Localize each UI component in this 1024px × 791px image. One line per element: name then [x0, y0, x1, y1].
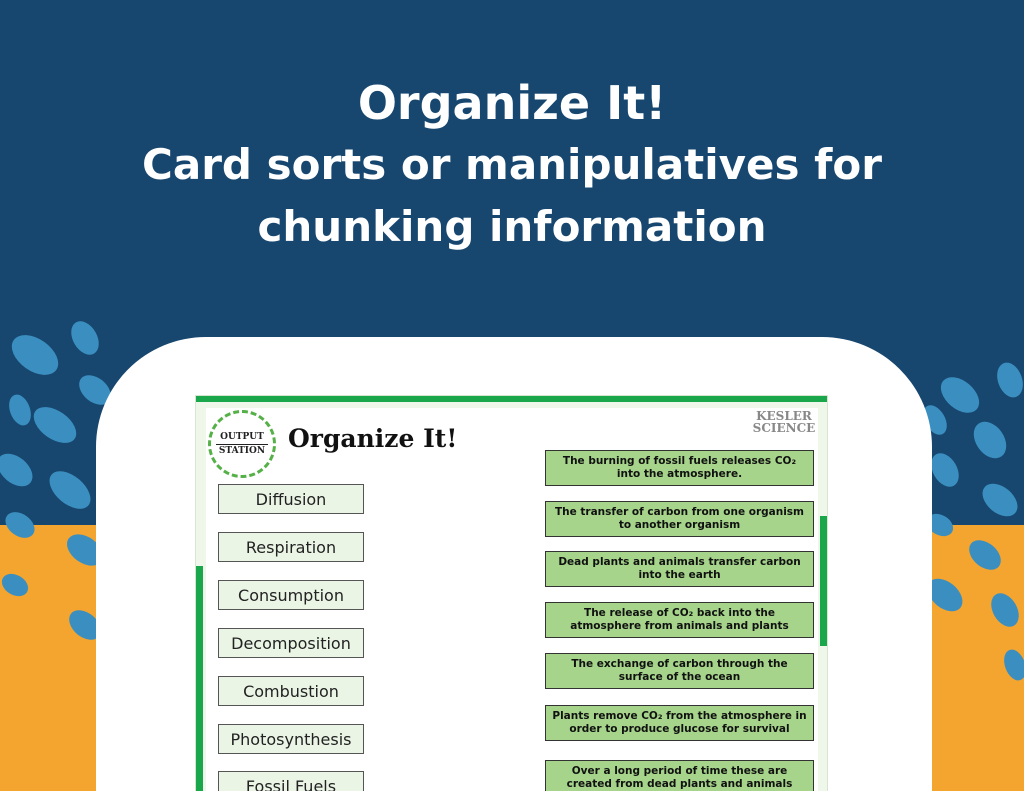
badge-text-line2: STATION	[218, 445, 266, 456]
headline	[0, 72, 1024, 258]
term-card: Consumption	[218, 580, 364, 610]
term-card: Decomposition	[218, 628, 364, 658]
worksheet-left-accent	[196, 566, 203, 791]
badge-text-line1: OUTPUT	[220, 431, 264, 442]
definition-card: Plants remove CO₂ from the atmosphere in order to produce glucose for survival	[545, 705, 814, 741]
term-card: Diffusion	[218, 484, 364, 514]
headline-subtitle-line1: Card sorts or manipulatives for	[142, 140, 882, 189]
worksheet-top-border	[196, 396, 828, 402]
kesler-science-logo	[752, 410, 816, 434]
term-card: Photosynthesis	[218, 724, 364, 754]
logo-text-line2: SCIENCE	[752, 421, 816, 435]
definition-card: The release of CO₂ back into the atmosphere from animals and plants	[545, 602, 814, 638]
definition-card: Dead plants and animals transfer carbon into the earth	[545, 551, 814, 587]
output-station-badge	[208, 410, 276, 478]
definition-card: Over a long period of time these are created from dead plants and animals	[545, 760, 814, 791]
definition-card: The burning of fossil fuels releases CO₂ into the atmosphere.	[545, 450, 814, 486]
term-card: Fossil Fuels	[218, 771, 364, 791]
term-card: Respiration	[218, 532, 364, 562]
logo-text-line1: KESLER	[756, 409, 812, 423]
term-card: Combustion	[218, 676, 364, 706]
headline-subtitle-line2: chunking information	[257, 202, 767, 251]
headline-title: Organize It!	[357, 76, 667, 130]
worksheet-title: Organize It!	[288, 424, 458, 453]
worksheet-preview	[195, 395, 828, 791]
definition-card: The exchange of carbon through the surface of the ocean	[545, 653, 814, 689]
definition-card: The transfer of carbon from one organism to another organism	[545, 501, 814, 537]
worksheet-right-accent	[820, 516, 827, 646]
